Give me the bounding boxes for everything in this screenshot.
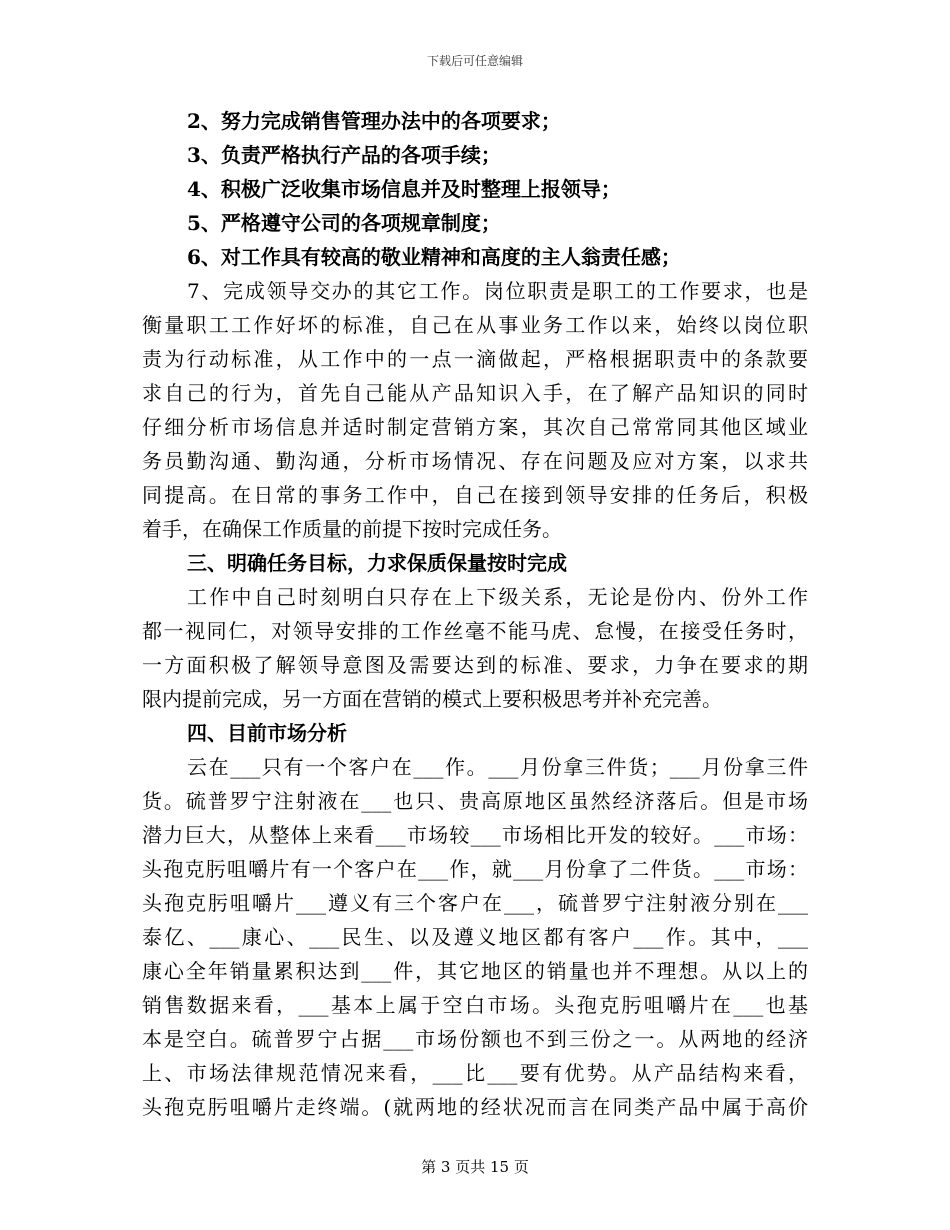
text-line: 上、市场法律规范情况来看，___比___要有优势。从产品结构来看， [142, 1061, 808, 1085]
text-line: 云在___只有一个客户在___作。___月份拿三件货；___月份拿三件 [187, 755, 808, 779]
text-line: 本是空白。硫普罗宁占据___市场份额也不到三份之一。从两地的经济 [142, 1027, 808, 1051]
heading-line: 4、积极广泛收集市场信息并及时整理上报领导； [187, 177, 621, 201]
text-line: 货。硫普罗宁注射液在___也只、贵高原地区虽然经济落后。但是市场 [142, 789, 808, 813]
text-line: 限内提前完成，另一方面在营销的模式上要积极思考并补充完善。 [142, 687, 722, 711]
page-number: 第 3 页共 15 页 [421, 1158, 529, 1176]
heading-line: 三、明确任务目标，力求保质保量按时完成 [187, 551, 567, 575]
text-line: 康心全年销量累积达到___件，其它地区的销量也并不理想。从以上的 [142, 959, 808, 983]
text-line: 着手，在确保工作质量的前提下按时完成任务。 [142, 517, 562, 541]
text-line: 仔细分析市场信息并适时制定营销方案，其次自己常常同其他区域业 [142, 415, 808, 439]
text-line: 责为行动标准，从工作中的一点一滴做起，严格根据职责中的条款要 [142, 347, 808, 371]
text-line: 务员勤沟通、勤沟通，分析市场情况、存在问题及应对方案，以求共 [142, 449, 808, 473]
heading-line: 四、目前市场分析 [187, 721, 347, 745]
heading-line: 5、严格遵守公司的各项规章制度； [187, 211, 501, 235]
text-line: 潜力巨大，从整体上来看___市场较___市场相比开发的较好。___市场： [142, 823, 808, 847]
text-line: 头孢克肟咀嚼片___遵义有三个客户在___，硫普罗宁注射液分别在___ [142, 891, 808, 915]
document-body [142, 104, 808, 1124]
text-line: 一方面积极了解领导意图及需要达到的标准、要求，力争在要求的期 [142, 653, 808, 677]
text-line: 头孢克肟咀嚼片走终端。(就两地的经状况而言在同类产品中属于高价 [142, 1095, 808, 1119]
text-line: 工作中自己时刻明白只存在上下级关系，无论是份内、份外工作 [187, 585, 808, 609]
text-line: 求自己的行为，首先自己能从产品知识入手，在了解产品知识的同时 [142, 381, 808, 405]
text-line: 同提高。在日常的事务工作中，自己在接到领导安排的任务后，积极 [142, 483, 808, 507]
heading-line: 3、负责严格执行产品的各项手续； [187, 143, 501, 167]
page-header: 下载后可任意编辑 [426, 54, 523, 68]
text-line: 7、完成领导交办的其它工作。岗位职责是职工的工作要求，也是 [187, 279, 808, 303]
text-line: 都一视同仁，对领导安排的工作丝毫不能马虎、怠慢，在接受任务时， [142, 619, 808, 643]
text-line: 衡量职工工作好坏的标准，自己在从事业务工作以来，始终以岗位职 [142, 313, 808, 337]
text-line: 泰亿、___康心、___民生、以及遵义地区都有客户___作。其中，___ [142, 925, 808, 949]
text-line: 头孢克肟咀嚼片有一个客户在___作，就___月份拿了二件货。___市场： [142, 857, 808, 881]
heading-line: 6、对工作具有较高的敬业精神和高度的主人翁责任感； [187, 245, 681, 269]
text-line: 销售数据来看，___基本上属于空白市场。头孢克肟咀嚼片在___也基 [142, 993, 808, 1017]
heading-line: 2、努力完成销售管理办法中的各项要求； [187, 109, 561, 133]
